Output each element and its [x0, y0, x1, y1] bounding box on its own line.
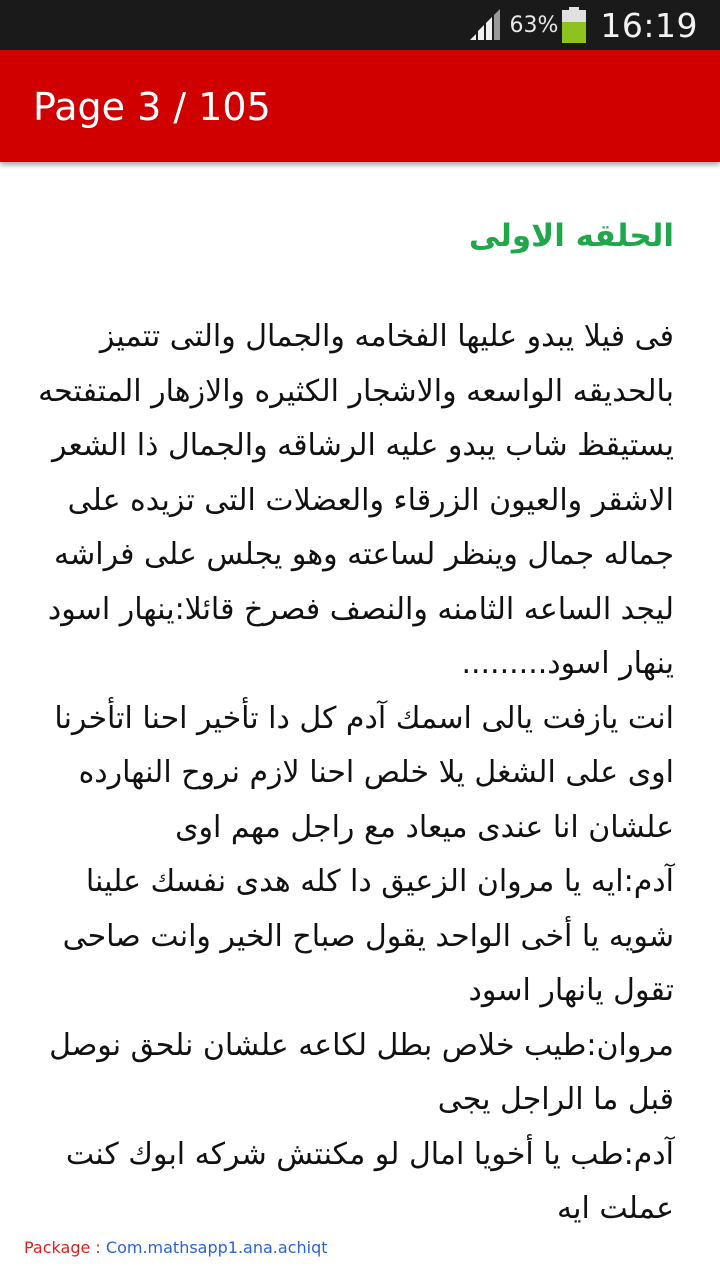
reader-content[interactable]	[36, 210, 674, 1237]
story-paragraph: مروان:طيب خلاص بطل لكاعه علشان نلحق نوصل قبل ما الراجل يجى	[49, 1027, 674, 1117]
story-paragraph: انت يازفت يالى اسمك آدم كل دا تأخير احنا اتأخرنا اوى على الشغل يلا خلص احنا لازم نروح النهارده علشان انا عندى ميعاد مع راجل مهم اوى	[54, 700, 674, 845]
status-indicators	[469, 0, 698, 50]
story-paragraph: آدم:ايه يا مروان الزعيق دا كله هدى نفسك علينا شويه يا أخى الواحد يقول صباح الخير وانت صاحى تقول يانهار اسود	[62, 864, 674, 1008]
battery-icon	[562, 7, 586, 43]
app-bar	[0, 50, 720, 162]
package-footer	[24, 1238, 328, 1257]
battery-percentage: 63%	[509, 12, 559, 38]
page-indicator: Page 3 / 105	[33, 85, 271, 129]
chapter-title: الحلقه الاولى	[468, 218, 674, 254]
status-bar	[0, 0, 720, 50]
story-paragraph: آدم:طب يا أخويا امال لو مكنتش شركه ابوك كنت عملت ايه	[65, 1136, 674, 1226]
clock: 16:19	[600, 5, 698, 45]
package-name: Com.mathsapp1.ana.achiqt	[105, 1238, 328, 1257]
package-label: Package :	[24, 1238, 106, 1257]
story-text	[36, 310, 674, 1237]
signal-strength-icon	[469, 9, 503, 41]
story-paragraph: فى فيلا يبدو عليها الفخامه والجمال والتى تتميز بالحديقه الواسعه والاشجار الكثيره والازهار المتفتحه يستيقظ شاب يبدو عليه الرشاقه والجمال ذا الشعر الاشقر والعيون الزرقاء والعضلات التى تزيده على جماله جمال وينظر لساعته وهو يجلس على فراشه ليجد الساعه الثامنه والنصف فصرخ قائلا:ينهار اسود ينهار اسود.........	[38, 319, 674, 681]
